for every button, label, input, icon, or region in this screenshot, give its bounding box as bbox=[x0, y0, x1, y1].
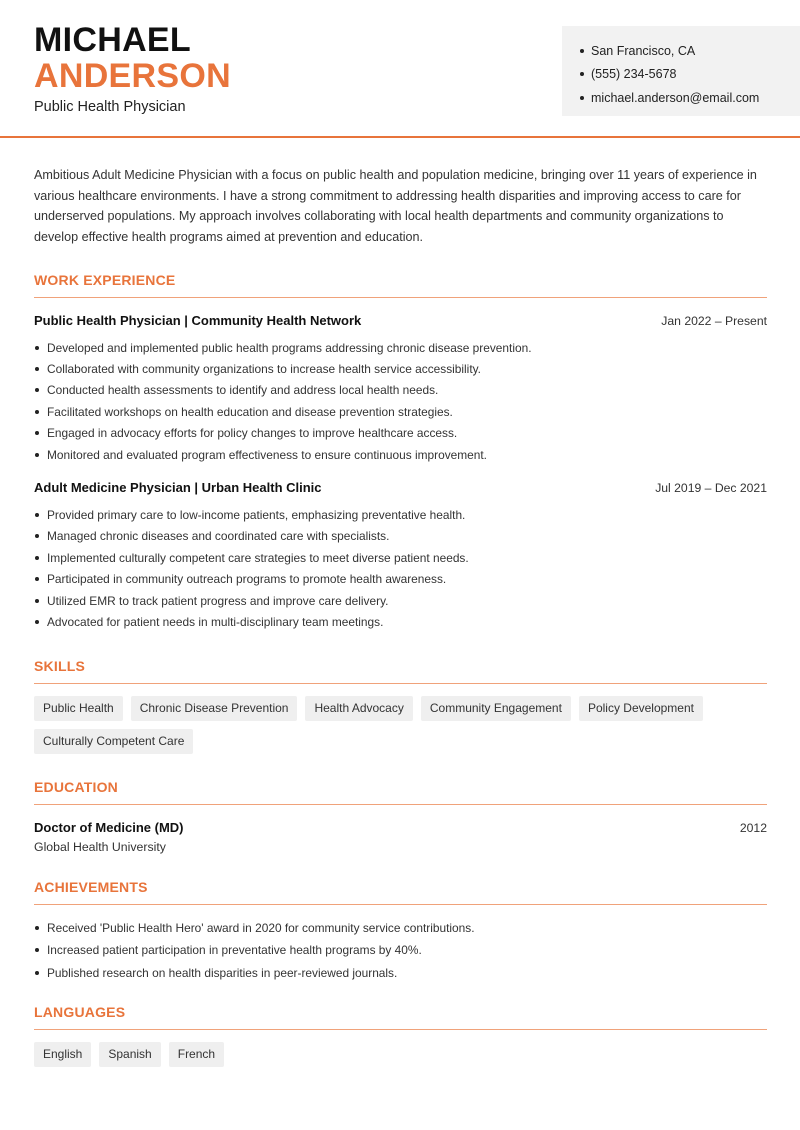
skills-section bbox=[34, 658, 767, 762]
list-item bbox=[34, 590, 767, 611]
list-item bbox=[34, 504, 767, 525]
bullet-icon bbox=[35, 926, 39, 930]
bullet-icon bbox=[35, 431, 39, 435]
list-item bbox=[34, 358, 767, 379]
list-item bbox=[34, 569, 767, 590]
job-entry bbox=[34, 313, 767, 465]
list-item bbox=[34, 380, 767, 401]
bullet-icon bbox=[35, 599, 39, 603]
last-name: ANDERSON bbox=[34, 57, 231, 95]
bullet-icon bbox=[580, 49, 584, 53]
contact-phone bbox=[580, 63, 800, 87]
bullet-icon bbox=[35, 556, 39, 560]
summary: Ambitious Adult Medicine Physician with a focus on public health and population medicine, bringing over 11 years of experience in various healthcare environments. I have a strong commitment to addressing health disparities and improving access to care for underserved populations. My approach involves collaborating with local health departments and community organizations to develop effective health programs aimed at prevention and education. bbox=[34, 168, 757, 244]
list-item-text: Participated in community outreach programs to promote health awareness. bbox=[47, 572, 447, 587]
job-title: Public Health Physician bbox=[34, 99, 186, 115]
list-item bbox=[34, 337, 767, 358]
resume-header bbox=[0, 0, 800, 138]
list-item-text: Facilitated workshops on health education and disease prevention strategies. bbox=[47, 404, 453, 419]
list-item-text: Conducted health assessments to identify and address local health needs. bbox=[47, 383, 439, 398]
list-item-text: Received 'Public Health Hero' award in 2020 for community service contributions. bbox=[47, 920, 475, 935]
bullet-icon bbox=[35, 513, 39, 517]
skill-tag: Chronic Disease Prevention bbox=[131, 696, 298, 721]
list-item bbox=[34, 547, 767, 568]
skill-tag: Community Engagement bbox=[421, 696, 571, 721]
bullet-icon bbox=[35, 410, 39, 414]
job-bullets bbox=[34, 504, 767, 632]
section-heading-achievements: ACHIEVEMENTS bbox=[34, 879, 767, 905]
list-item-text: Developed and implemented public health programs addressing chronic disease prevention. bbox=[47, 340, 532, 355]
list-item-text: Utilized EMR to track patient progress and improve care delivery. bbox=[47, 593, 389, 608]
languages-section bbox=[34, 1004, 767, 1075]
skills-tags bbox=[34, 696, 767, 762]
bullet-icon bbox=[35, 453, 39, 457]
resume-body bbox=[34, 165, 767, 1075]
bullet-icon bbox=[35, 367, 39, 371]
bullet-icon bbox=[35, 534, 39, 538]
list-item-text: Implemented culturally competent care strategies to meet diverse patient needs. bbox=[47, 550, 469, 565]
contact-email bbox=[580, 86, 800, 110]
list-item-text: Engaged in advocacy efforts for policy changes to improve healthcare access. bbox=[47, 426, 458, 441]
language-tag: French bbox=[169, 1042, 224, 1067]
job-header bbox=[34, 480, 767, 495]
education-school: Global Health University bbox=[34, 839, 166, 854]
list-item-text: Advocated for patient needs in multi-disciplinary team meetings. bbox=[47, 614, 384, 629]
contact-location bbox=[580, 39, 800, 63]
contact-location-text: San Francisco, CA bbox=[591, 43, 696, 58]
achievements-section bbox=[34, 879, 767, 985]
work-experience-section bbox=[34, 272, 767, 633]
job-entry bbox=[34, 480, 767, 632]
bullet-icon bbox=[35, 948, 39, 952]
section-heading-education: EDUCATION bbox=[34, 779, 767, 805]
bullet-icon bbox=[35, 620, 39, 624]
skill-tag: Public Health bbox=[34, 696, 123, 721]
skill-tag: Policy Development bbox=[579, 696, 703, 721]
list-item-text: Collaborated with community organizations to increase health service accessibility. bbox=[47, 362, 481, 377]
list-item-text: Managed chronic diseases and coordinated care with specialists. bbox=[47, 529, 390, 544]
list-item bbox=[34, 444, 767, 465]
language-tag: Spanish bbox=[99, 1042, 160, 1067]
job-dates: Jul 2019 – Dec 2021 bbox=[655, 481, 767, 496]
job-dates: Jan 2022 – Present bbox=[661, 314, 767, 328]
list-item-text: Published research on health disparities in peer-reviewed journals. bbox=[47, 965, 398, 980]
full-name bbox=[34, 22, 231, 94]
bullet-icon bbox=[35, 346, 39, 350]
bullet-icon bbox=[35, 577, 39, 581]
bullet-icon bbox=[35, 388, 39, 392]
list-item bbox=[34, 917, 767, 940]
list-item-text: Increased patient participation in preventative health programs by 40%. bbox=[47, 943, 422, 958]
bullet-icon bbox=[580, 72, 584, 76]
education-degree: Doctor of Medicine (MD) bbox=[34, 819, 184, 835]
language-tag: English bbox=[34, 1042, 91, 1067]
contact-email-text[interactable]: michael.anderson@email.com bbox=[591, 90, 760, 105]
job-role: Public Health Physician | Community Health Network bbox=[34, 313, 362, 328]
job-bullets bbox=[34, 337, 767, 465]
job-header bbox=[34, 313, 767, 328]
contact-box bbox=[562, 26, 800, 116]
education-entry bbox=[34, 820, 767, 854]
education-header bbox=[34, 820, 767, 835]
job-role: Adult Medicine Physician | Urban Health Clinic bbox=[34, 480, 322, 496]
skill-tag: Culturally Competent Care bbox=[34, 729, 193, 754]
language-tags bbox=[34, 1042, 767, 1075]
list-item bbox=[34, 401, 767, 422]
section-heading-work: WORK EXPERIENCE bbox=[34, 272, 767, 298]
list-item bbox=[34, 962, 767, 985]
contact-phone-text[interactable]: (555) 234-5678 bbox=[591, 67, 677, 82]
achievements-list bbox=[34, 917, 767, 985]
list-item bbox=[34, 423, 767, 444]
list-item-text: Provided primary care to low-income patients, emphasizing preventative health. bbox=[47, 508, 466, 523]
section-heading-skills: SKILLS bbox=[34, 658, 767, 684]
first-name: MICHAEL bbox=[34, 21, 191, 59]
list-item bbox=[34, 611, 767, 632]
bullet-icon bbox=[35, 971, 39, 975]
list-item bbox=[34, 526, 767, 547]
section-heading-languages: LANGUAGES bbox=[34, 1004, 767, 1030]
bullet-icon bbox=[580, 96, 584, 100]
education-year: 2012 bbox=[739, 820, 767, 835]
skill-tag: Health Advocacy bbox=[305, 696, 412, 721]
education-section bbox=[34, 779, 767, 854]
list-item bbox=[34, 939, 767, 962]
list-item-text: Monitored and evaluated program effectiveness to ensure continuous improvement. bbox=[47, 447, 487, 462]
